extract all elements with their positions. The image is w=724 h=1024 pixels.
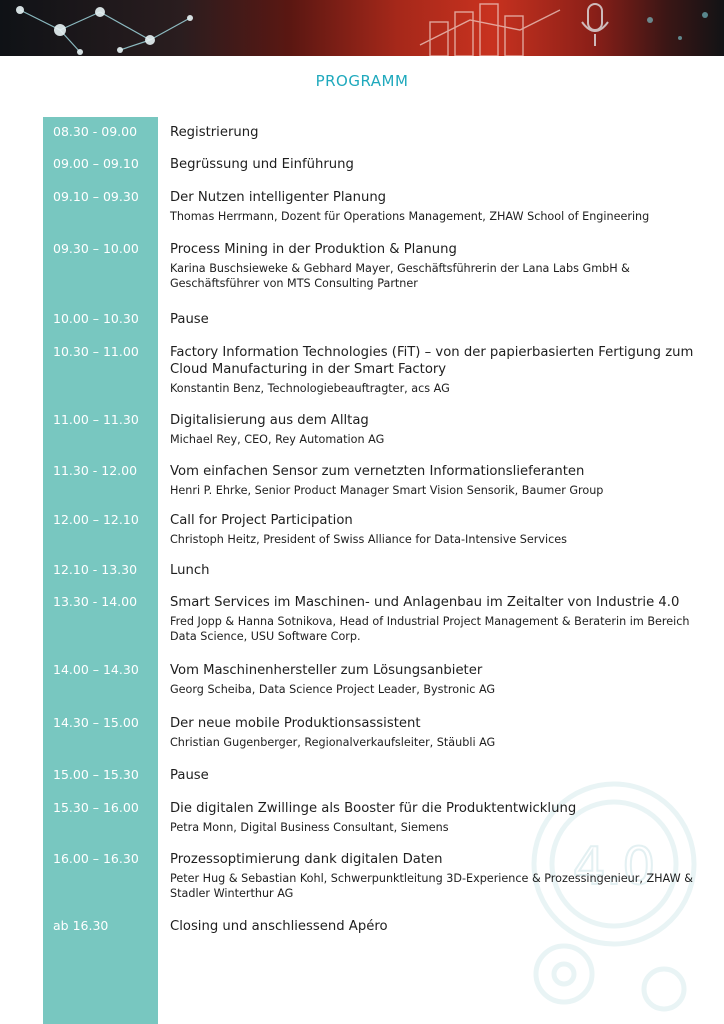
session-speaker: Thomas Herrmann, Dozent für Operations Management, ZHAW School of Engineering: [170, 210, 650, 223]
session-topic: Pause: [170, 312, 209, 327]
session-speaker: Henri P. Ehrke, Senior Product Manager Smart Vision Sensorik, Baumer Group: [170, 484, 604, 497]
time-slot: 14.30 – 15.00: [53, 715, 139, 730]
banner-graphic: [0, 0, 724, 56]
time-slot: 11.30 - 12.00: [53, 463, 138, 478]
time-slot: 09.10 – 09.30: [53, 189, 139, 204]
time-slot: 11.00 – 11.30: [53, 412, 139, 427]
session-speaker: Karina Buschsieweke & Gebhard Mayer, Geschäftsführerin der Lana Labs GmbH & Geschäftsführer von MTS Consulting Partner: [170, 262, 630, 290]
session-speaker: Michael Rey, CEO, Rey Automation AG: [170, 433, 385, 446]
header-banner-image: [0, 0, 724, 56]
session-speaker: Konstantin Benz, Technologiebeauftragter, acs AG: [170, 382, 450, 395]
time-slot: 15.30 – 16.00: [53, 800, 139, 815]
session-topic: Registrierung: [170, 125, 259, 140]
session-topic: Smart Services im Maschinen- und Anlagenbau im Zeitalter von Industrie 4.0: [170, 595, 680, 610]
time-slot: 10.00 – 10.30: [53, 311, 139, 326]
time-slot: 09.00 – 09.10: [53, 156, 139, 171]
time-slot: 10.30 – 11.00: [53, 344, 139, 359]
session-speaker: Fred Jopp & Hanna Sotnikova, Head of Industrial Project Management & Beraterin im Bereich Data Science, USU Software Corp.: [170, 615, 690, 643]
session-topic: Factory Information Technologies (FiT) – von der papierbasierten Fertigung zum Cloud Manufacturing in der Smart Factory: [170, 345, 694, 377]
session-topic: Prozessoptimierung dank digitalen Daten: [170, 852, 443, 867]
time-slot: ab 16.30: [53, 918, 109, 933]
session-topic: Pause: [170, 768, 209, 783]
session-topic: Process Mining in der Produktion & Planung: [170, 242, 457, 257]
session-speaker: Georg Scheiba, Data Science Project Leader, Bystronic AG: [170, 683, 496, 696]
session-speaker: Christoph Heitz, President of Swiss Alliance for Data-Intensive Services: [170, 533, 567, 546]
session-topic: Vom Maschinenhersteller zum Lösungsanbieter: [170, 663, 483, 678]
session-topic: Lunch: [170, 563, 210, 578]
session-topic: Digitalisierung aus dem Alltag: [170, 413, 369, 428]
session-topic: Closing und anschliessend Apéro: [170, 919, 388, 934]
page-title: PROGRAMM: [315, 72, 409, 90]
session-speaker: Peter Hug & Sebastian Kohl, Schwerpunktleitung 3D-Experience & Prozessingenieur, ZHAW & Stadler Winterthur AG: [170, 872, 693, 900]
time-slot: 14.00 – 14.30: [53, 662, 139, 677]
session-topic: Der neue mobile Produktionsassistent: [170, 716, 421, 731]
time-slot: 08.30 - 09.00: [53, 124, 138, 139]
session-topic: Der Nutzen intelligenter Planung: [170, 190, 387, 205]
decorative-badge-text: 4.0: [572, 837, 656, 897]
time-slot: 13.30 - 14.00: [53, 594, 138, 609]
time-slot: 12.10 - 13.30: [53, 562, 138, 577]
session-topic: Die digitalen Zwillinge als Booster für die Produktentwicklung: [170, 801, 577, 816]
session-speaker: Petra Monn, Digital Business Consultant, Siemens: [170, 821, 449, 834]
time-slot: 16.00 – 16.30: [53, 851, 139, 866]
session-topic: Begrüssung und Einführung: [170, 157, 354, 172]
session-topic: Call for Project Participation: [170, 513, 353, 528]
session-topic: Vom einfachen Sensor zum vernetzten Informationslieferanten: [170, 464, 585, 479]
session-speaker: Christian Gugenberger, Regionalverkaufsleiter, Stäubli AG: [170, 736, 496, 749]
time-slot: 12.00 – 12.10: [53, 512, 139, 527]
time-slot: 15.00 – 15.30: [53, 767, 139, 782]
time-slot: 09.30 – 10.00: [53, 241, 139, 256]
